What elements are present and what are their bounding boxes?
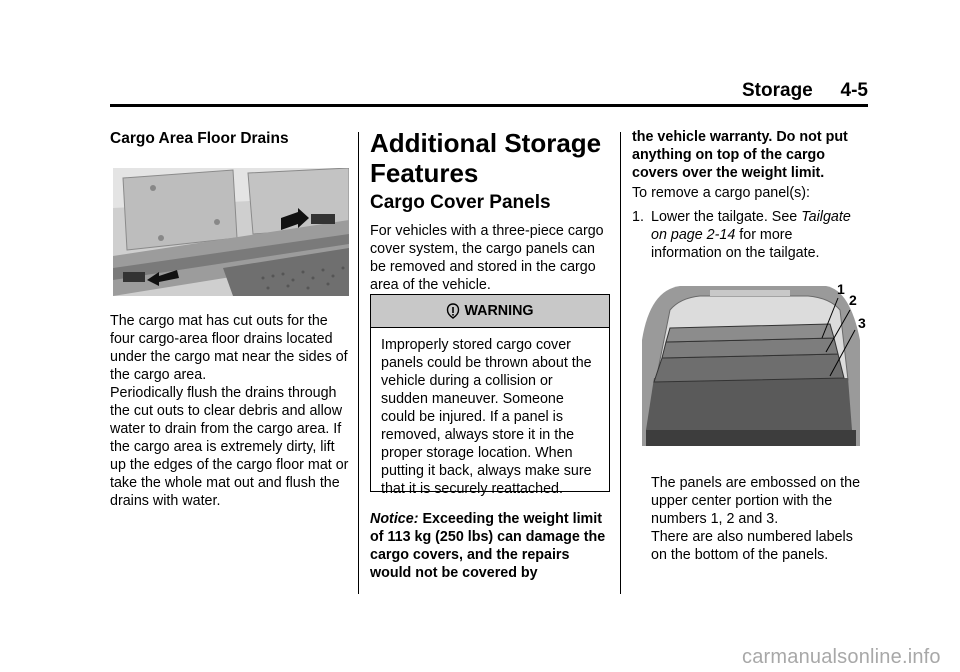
cargo-cover-figure	[640, 280, 870, 450]
chapter-heading	[370, 128, 610, 188]
chapter-heading-line1: Additional Storage	[370, 128, 602, 158]
notice-continued: the vehicle warranty. Do not put anything on top of the cargo covers over the weight limit.	[632, 129, 848, 181]
page-header	[742, 80, 868, 106]
chapter-heading-line2: Features	[370, 158, 479, 188]
callout-1: 1	[837, 281, 845, 297]
warning-header	[371, 295, 609, 328]
floor-drain-illustration	[113, 168, 349, 296]
column-divider-left	[358, 132, 359, 594]
drain-cutout-paragraph: The cargo mat has cut outs for the four cargo-area floor drains located under the cargo mat near the sides of the cargo area.	[110, 313, 348, 383]
step-1-instruction: Lower the tailgate. See	[651, 209, 798, 225]
step-1-continuation: for more information on the tailgate.	[651, 227, 820, 261]
header-rule	[110, 104, 868, 107]
cargo-panels-paragraph: For vehicles with a three-piece cargo cover system, the cargo panels can be removed and stored in the cargo area of the vehicle.	[370, 223, 604, 293]
tailgate-page-link[interactable]: Tailgate on page 2-14	[651, 209, 851, 243]
flush-drains-paragraph: Periodically flush the drains through the cut outs to clear debris and allow water to drain from the cargo area. If the cargo area is extremely dirty, lift up the edges of the cargo floor mat or take the whole mat out and flush the drains with water.	[110, 385, 349, 509]
section-heading: Cargo Area Floor Drains	[110, 130, 289, 147]
column-divider-right	[620, 132, 621, 594]
warning-text: Improperly stored cargo cover panels could be thrown about the vehicle during a collision or sudden maneuver. Someone could be injured. If a panel is removed, always store it in the proper storage location. When putting it back, always make sure that it is securely reattached.	[381, 337, 592, 497]
embossed-numbers-paragraph: The panels are embossed on the upper center portion with the numbers 1, 2 and 3.	[651, 475, 861, 527]
warning-title: WARNING	[464, 303, 534, 319]
watermark: carmanualsonline.info	[742, 646, 941, 668]
cargo-cover-illustration	[640, 280, 870, 450]
callout-3: 3	[858, 315, 866, 331]
notice-label: Notice:	[370, 511, 419, 527]
step-1-number: 1.	[632, 209, 644, 225]
warning-box	[370, 294, 610, 497]
remove-panel-intro: To remove a cargo panel(s):	[632, 185, 810, 201]
step-1-text	[651, 208, 863, 262]
caution-icon	[446, 303, 460, 319]
page-number: 4-5	[840, 80, 868, 101]
callout-2: 2	[849, 292, 857, 308]
subsection-heading: Cargo Cover Panels	[370, 192, 551, 213]
notice-text: Exceeding the weight limit of 113 kg (250 lbs) can damage the cargo covers, and the repairs would not be covered by	[370, 511, 606, 581]
notice-paragraph	[370, 510, 610, 582]
section-title: Storage	[742, 80, 813, 101]
floor-drain-photo	[113, 168, 349, 296]
numbered-labels-paragraph: There are also numbered labels on the bottom of the panels.	[651, 529, 853, 563]
